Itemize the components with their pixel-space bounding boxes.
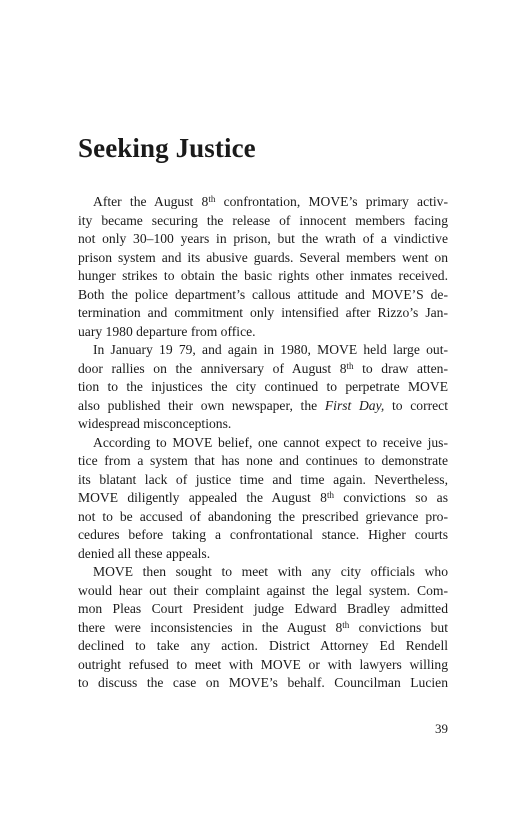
text-line: termination and commitment only intensified after Rizzo’s Jan- [78, 305, 448, 320]
text-line: declined to take any action. District Attorney Ed Rendell [78, 638, 448, 653]
text-line: After the August 8th confrontation, MOVE’s primary activ- [93, 194, 448, 209]
page-number: 39 [435, 721, 448, 736]
text-line: prison system and its abusive guards. Several members went on [78, 249, 448, 265]
text-line: tion to the injustices the city continued to perpetrate MOVE [78, 379, 448, 394]
text-line: In January 19 79, and again in 1980, MOVE held large out- [93, 342, 448, 357]
text-line: According to MOVE belief, one cannot expect to receive jus- [93, 434, 448, 450]
newspaper-title: First Day, [324, 397, 385, 413]
text-line: denied all these appeals. [78, 545, 211, 561]
page-title: Seeking Justice [78, 133, 256, 163]
text-line: would hear out their complaint against the legal system. Com- [78, 582, 448, 598]
text-line: outright refused to meet with MOVE or with lawyers willing [78, 656, 448, 672]
text-line: tice from a system that has none and continues to demonstrate [78, 453, 448, 468]
text-line: hunger strikes to obtain the basic rights other inmates received. [78, 268, 448, 283]
text-line: door rallies on the anniversary of August 8th to draw atten- [78, 360, 448, 376]
text-line: also published their own newspaper, the First Day, to correct [78, 397, 448, 413]
text-line: MOVE diligently appealed the August 8th convictions so as [78, 490, 449, 505]
text-line: not to be accused of abandoning the prescribed grievance pro- [78, 508, 448, 524]
text-line: there were inconsistencies in the August 8th convictions but [78, 619, 448, 635]
text-line: widespread misconceptions. [78, 416, 232, 431]
body-text [78, 193, 448, 693]
text-line: ity became securing the release of innocent members facing [78, 212, 448, 228]
text-line: mon Pleas Court President judge Edward Bradley admitted [78, 601, 448, 616]
text-line: uary 1980 departure from office. [78, 323, 256, 339]
text-line: to discuss the case on MOVE’s behalf. Councilman Lucien [78, 675, 448, 690]
text-line: cedures before taking a confrontational stance. Higher courts [78, 527, 448, 542]
text-line: its blatant lack of justice time and time again. Nevertheless, [78, 471, 448, 487]
text-line: not only 30–100 years in prison, but the wrath of a vindictive [78, 231, 448, 246]
text-line: MOVE then sought to meet with any city officials who [93, 564, 448, 579]
text-line: Both the police department’s callous attitude and MOVE’S de- [78, 286, 448, 302]
